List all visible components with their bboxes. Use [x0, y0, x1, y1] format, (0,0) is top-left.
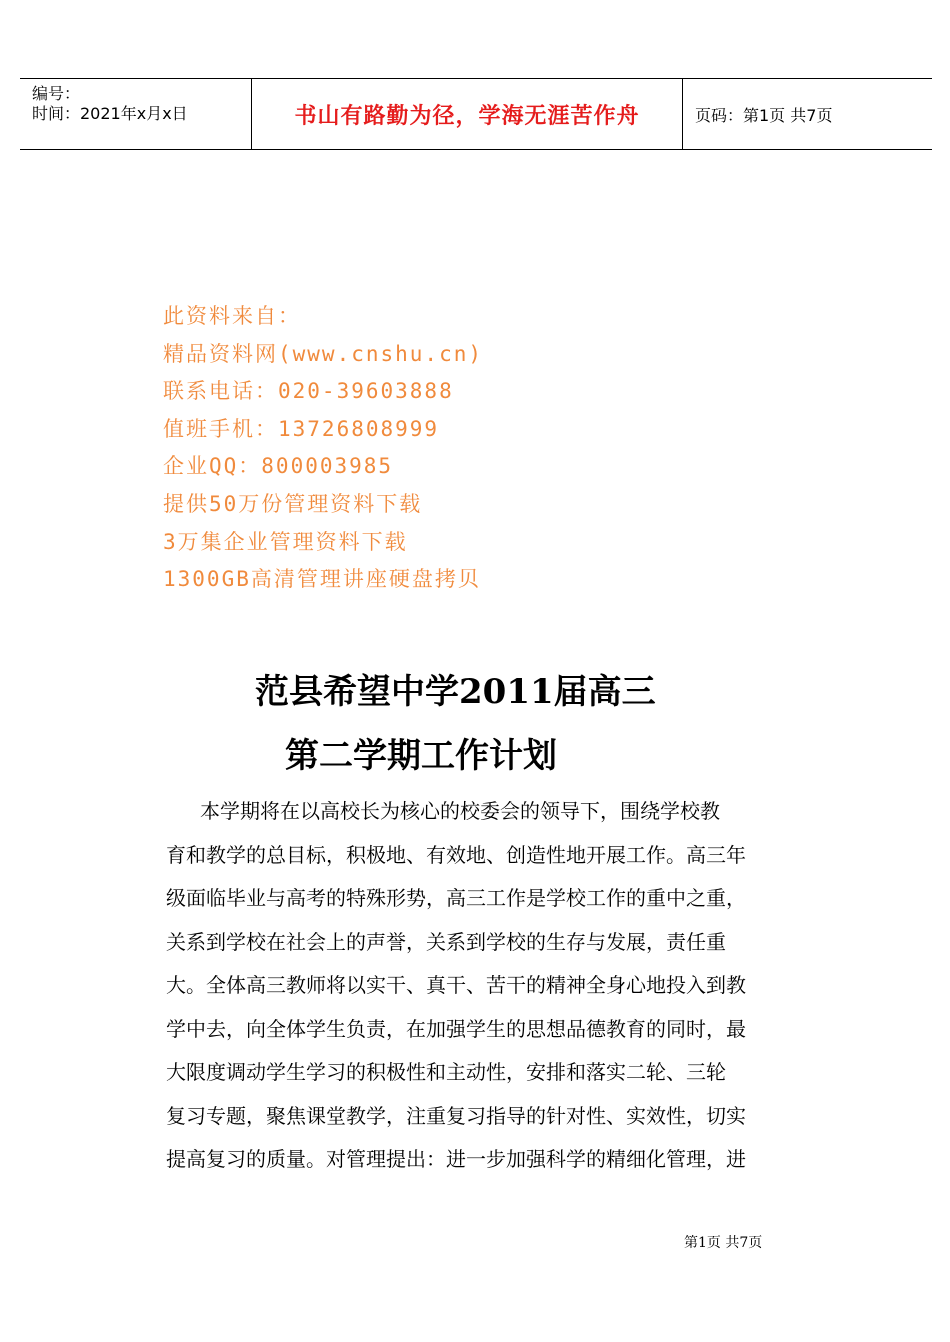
advert-line: 联系电话：020-39603888 — [163, 379, 454, 404]
document-title-line2: 第二学期工作计划 — [285, 736, 557, 776]
header-motto-cell — [252, 79, 683, 149]
advert-line: 此资料来自： — [163, 304, 301, 328]
header-info-cell — [20, 79, 252, 149]
advert-line: 精品资料网(www.cnshu.cn) — [163, 341, 484, 366]
body-line: 关系到学校在社会上的声誉，关系到学校的生存与发展，责任重 — [166, 929, 726, 954]
header-table — [20, 78, 932, 150]
number-label: 编号： — [32, 84, 81, 103]
body-paragraph — [166, 790, 788, 1182]
time-label: 时间：2021年x月x日 — [32, 104, 188, 123]
advert-line: 企业QQ：800003985 — [163, 454, 394, 479]
body-line: 育和教学的总目标，积极地、有效地、创造性地开展工作。高三年 — [166, 842, 746, 867]
body-line: 本学期将在以高校长为核心的校委会的领导下，围绕学校教 — [200, 799, 720, 823]
advert-line: 值班手机：13726808999 — [163, 416, 440, 441]
body-line: 级面临毕业与高考的特殊形势，高三工作是学校工作的重中之重， — [166, 886, 746, 910]
document-title-line1: 范县希望中学2011届高三 — [255, 672, 656, 712]
advert-block — [163, 298, 483, 599]
body-line: 大限度调动学生学习的积极性和主动性，安排和落实二轮、三轮 — [166, 1060, 726, 1084]
body-line: 大。全体高三教师将以实干、真干、苦干的精神全身心地投入到教 — [166, 973, 746, 997]
motto-text: 书山有路勤为径，学海无涯苦作舟 — [294, 104, 640, 129]
body-line: 复习专题，聚焦课堂教学，注重复习指导的针对性、实效性，切实 — [166, 1103, 746, 1128]
page-label: 页码：第1页 共7页 — [695, 106, 833, 125]
body-line: 学中去，向全体学生负责，在加强学生的思想品德教育的同时，最 — [166, 1016, 746, 1041]
footer-page-number: 第1页 共7页 — [684, 1235, 763, 1251]
advert-line: 1300GB高清管理讲座硬盘拷贝 — [163, 567, 481, 592]
body-line: 提高复习的质量。对管理提出：进一步加强科学的精细化管理，进 — [166, 1147, 746, 1171]
header-page-cell — [683, 79, 932, 149]
advert-line: 提供50万份管理资料下载 — [163, 491, 423, 516]
advert-line: 3万集企业管理资料下载 — [163, 529, 408, 554]
